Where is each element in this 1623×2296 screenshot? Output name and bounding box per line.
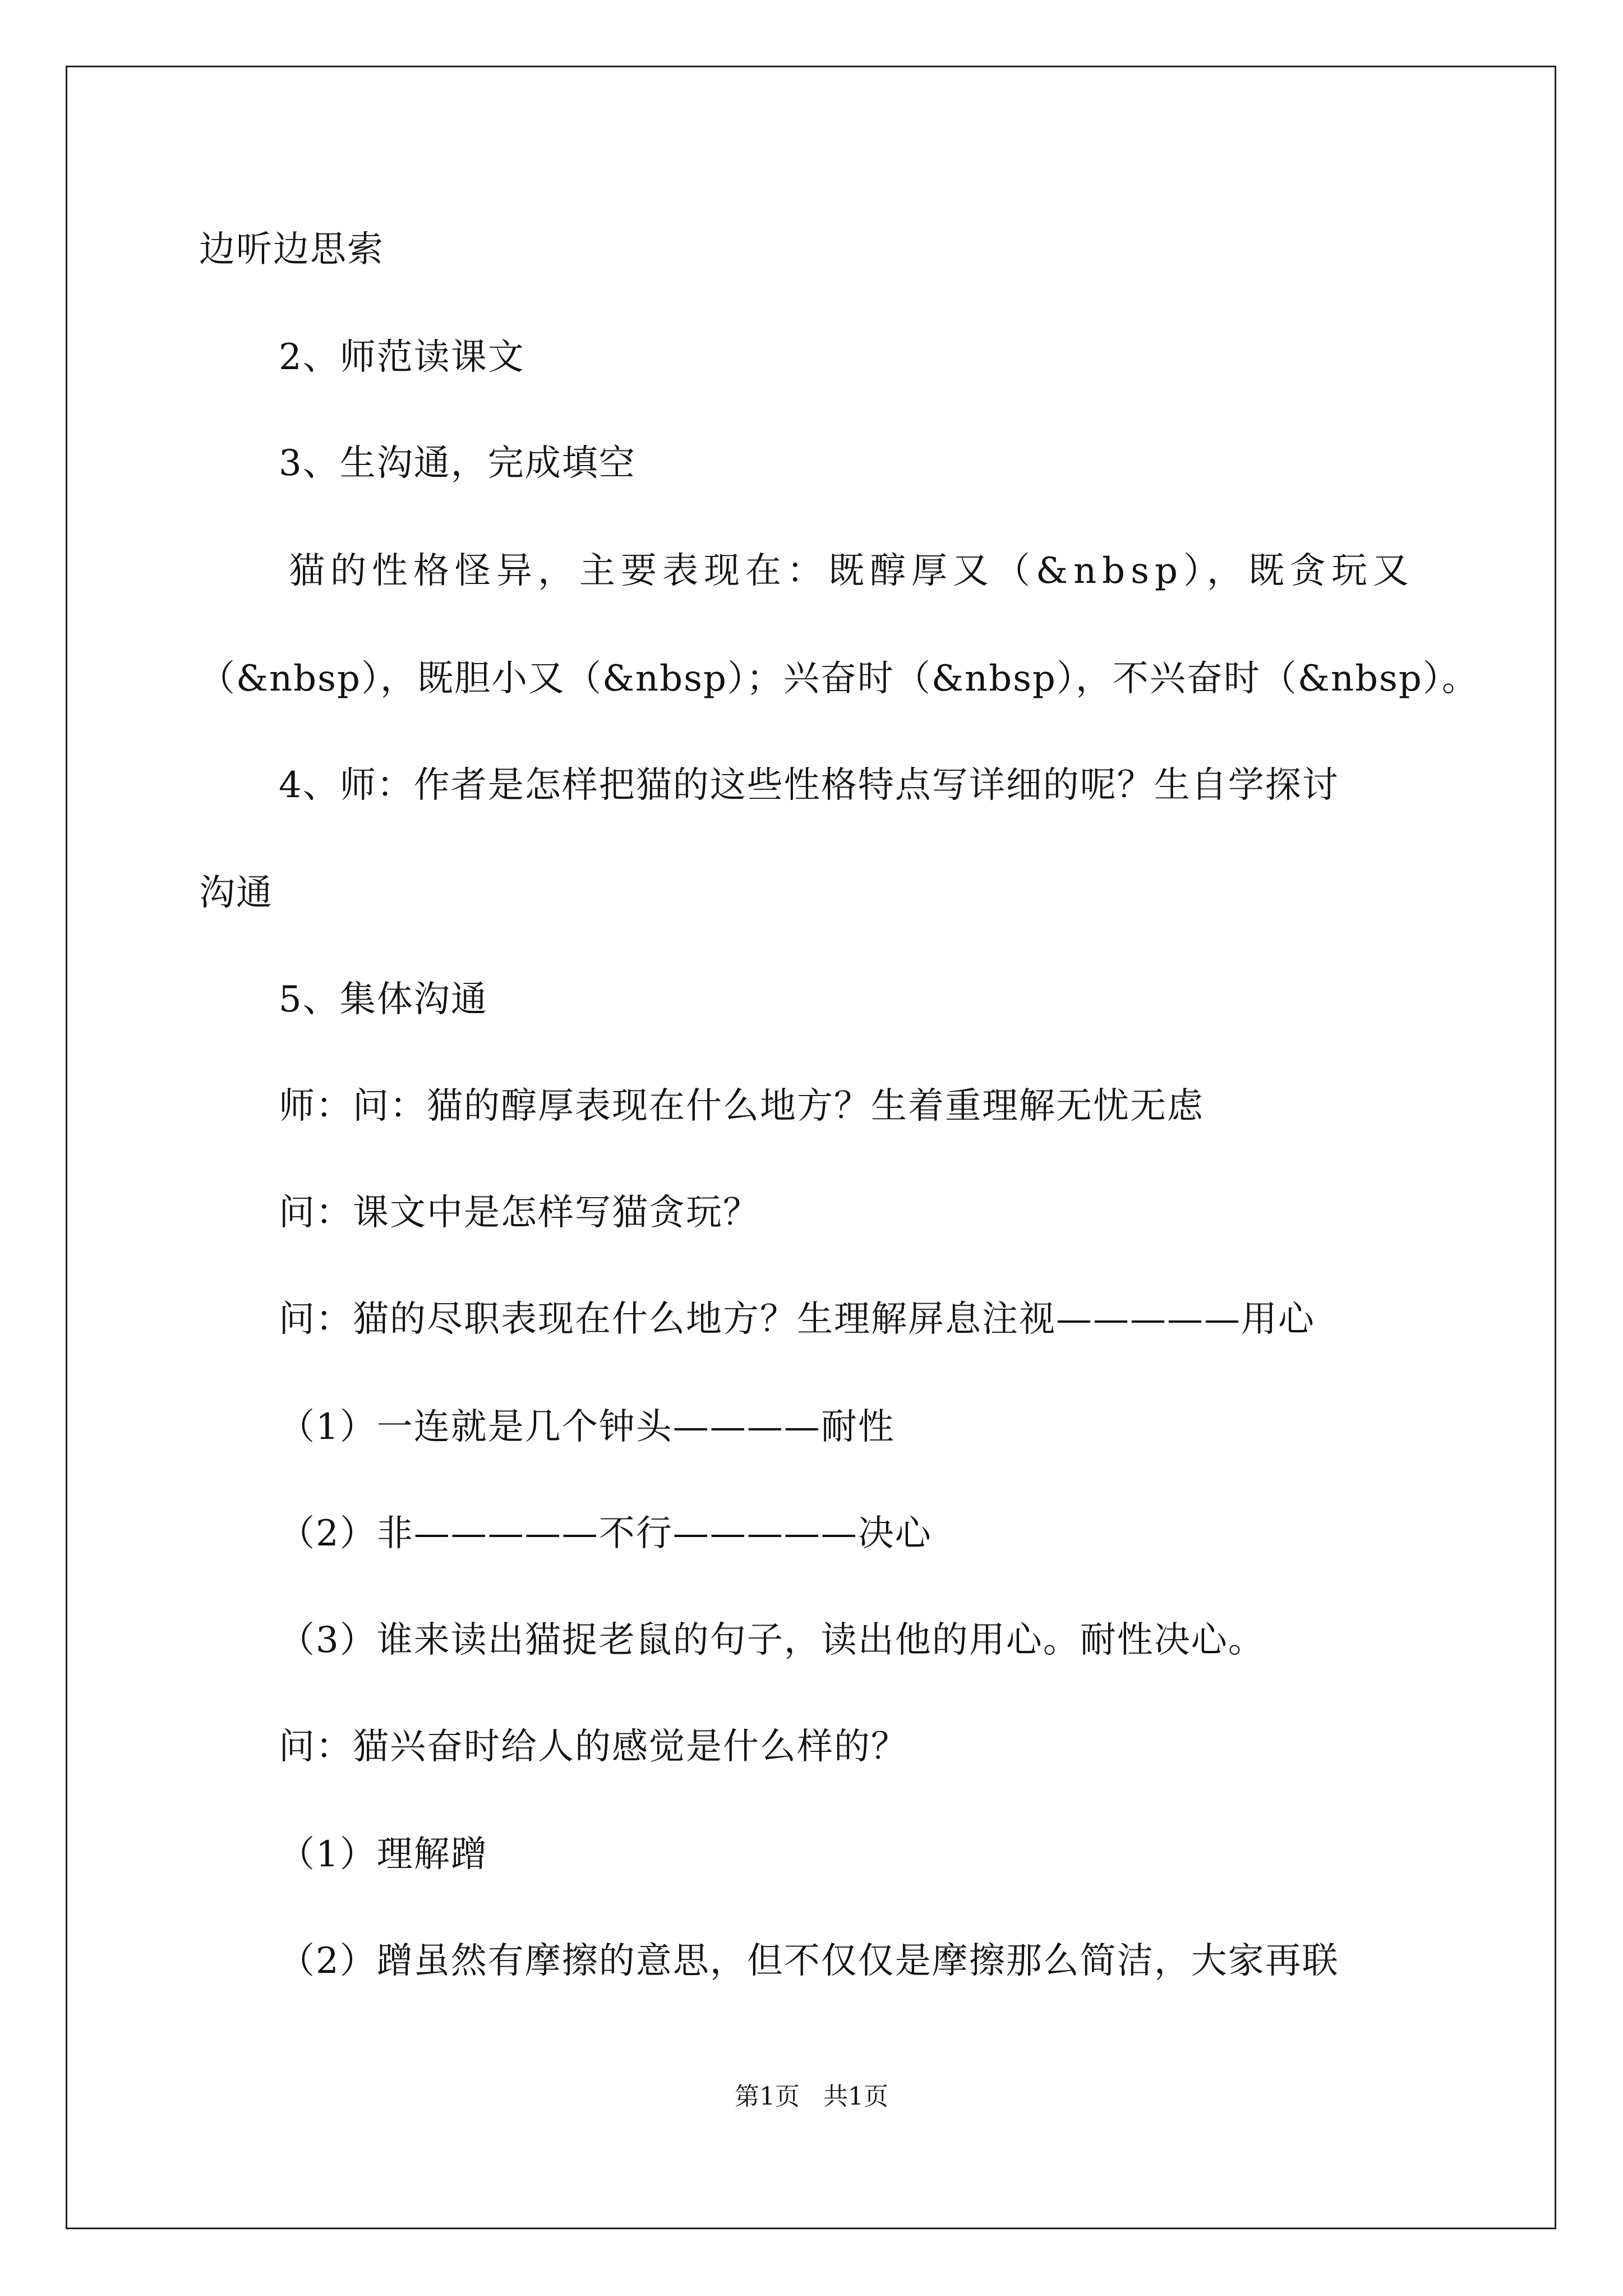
- text-line-13: （2）非—————不行—————决心: [279, 1513, 932, 1554]
- page-border: [66, 66, 1556, 2229]
- text-line-14: （3）谁来读出猫捉老鼠的句子，读出他的用心。耐性决心。: [279, 1619, 1265, 1661]
- text-line-11: 问：猫的尽职表现在什么地方？生理解屏息注视—————用心: [279, 1299, 1315, 1340]
- text-line-8: 5、集体沟通: [279, 979, 488, 1020]
- page-footer: 第1页 共1页: [735, 2082, 888, 2111]
- text-line-15: 问：猫兴奋时给人的感觉是什么样的？: [279, 1726, 908, 1768]
- text-line-2: 2、师范读课文: [279, 337, 525, 378]
- text-line-7: 沟通: [199, 872, 273, 914]
- text-line-3: 3、生沟通，完成填空: [279, 443, 636, 484]
- text-line-1: 边听边思索: [199, 229, 384, 270]
- text-line-9: 师：问：猫的醇厚表现在什么地方？生着重理解无忧无虑: [279, 1085, 1204, 1127]
- text-line-5: （&nbsp），既胆小又（&nbsp）；兴奋时（&nbsp），不兴奋时（&nbsp）。: [199, 658, 1479, 700]
- text-line-16: （1）理解蹭: [279, 1834, 488, 1875]
- text-line-12: （1）一连就是几个钟头————耐性: [279, 1406, 895, 1448]
- text-line-6: 4、师：作者是怎样把猫的这些性格特点写详细的呢？生自学探讨: [279, 765, 1339, 806]
- text-line-10: 问：课文中是怎样写猫贪玩？: [279, 1192, 760, 1234]
- text-line-17: （2）蹭虽然有摩擦的意思，但不仅仅是摩擦那么简洁，大家再联: [279, 1940, 1339, 1982]
- text-line-4: 猫的性格怪异，主要表现在：既醇厚又（&nbsp），既贪玩又: [289, 550, 1414, 592]
